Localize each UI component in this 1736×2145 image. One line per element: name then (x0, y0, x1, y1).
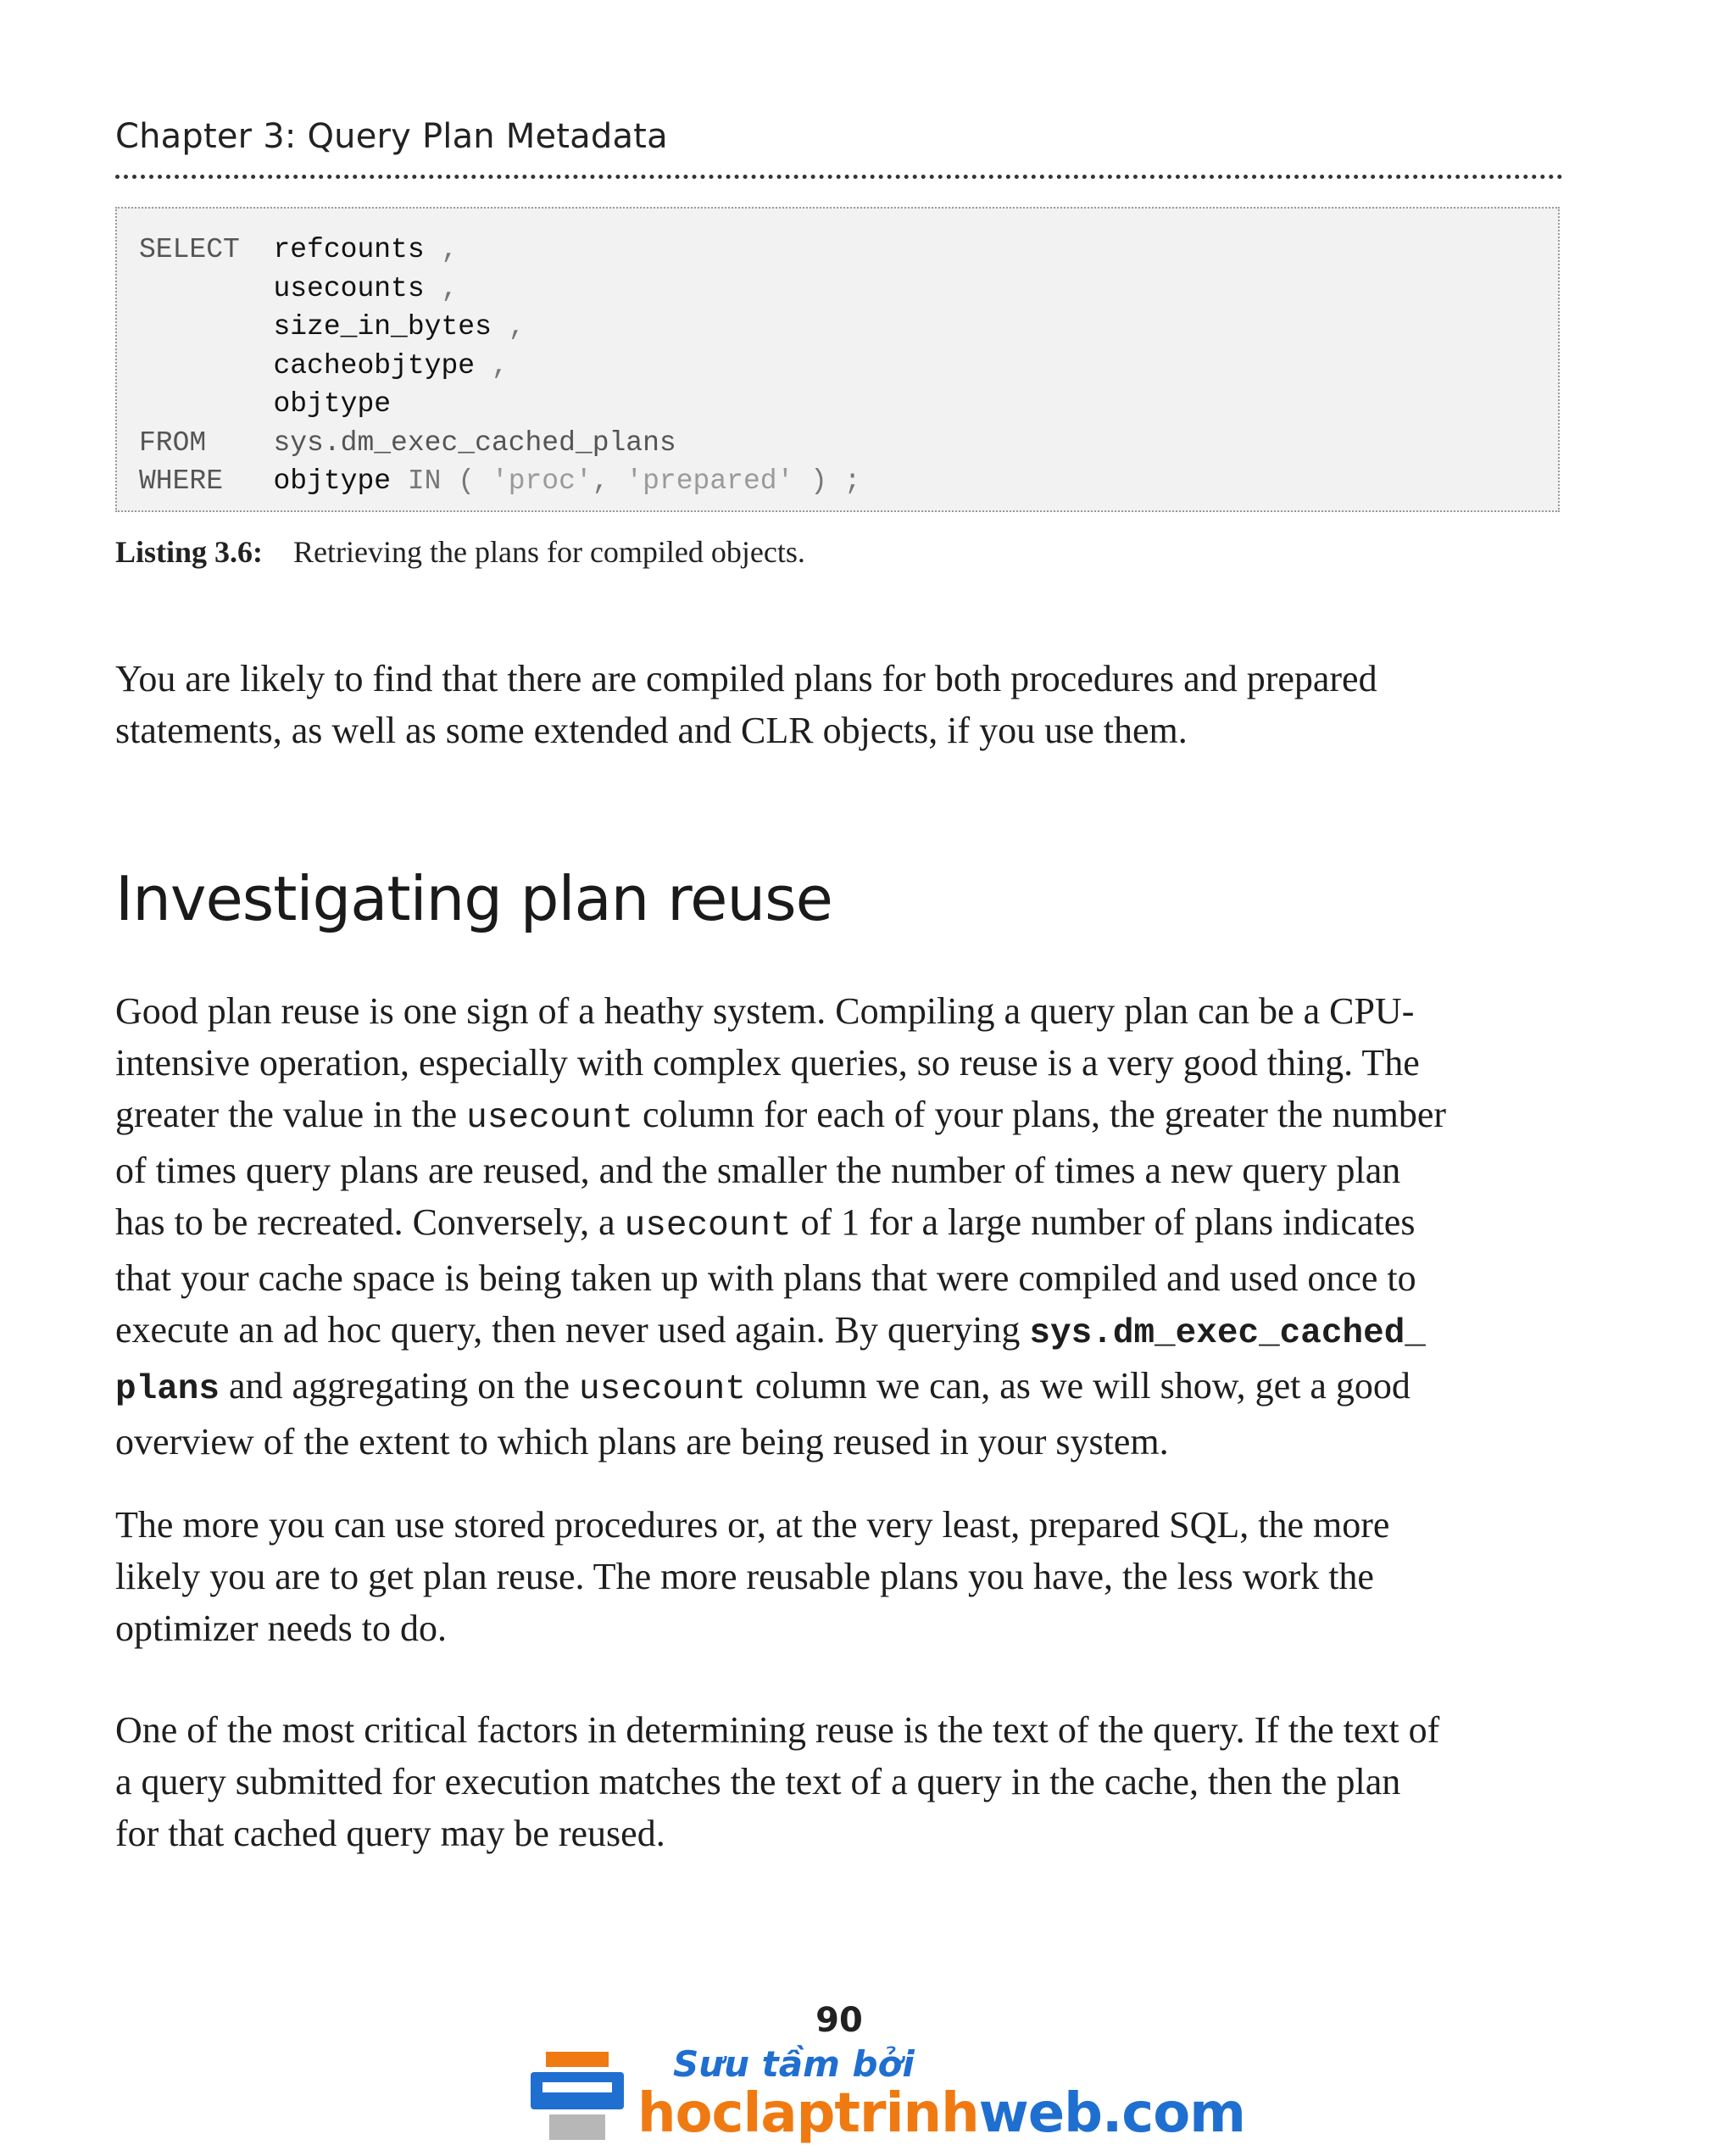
watermark-site-name (637, 2082, 1245, 2145)
watermark-logo (531, 2043, 1245, 2145)
code-token: IN ( (391, 465, 492, 497)
text-run: column we can, as we will show, get a good (745, 1365, 1410, 1407)
paragraph-line (115, 1037, 1573, 1089)
text-run: that your cache space is being taken up with plans that were compiled and used once to (115, 1257, 1416, 1299)
code-token: objtype (273, 388, 392, 420)
paragraph-line (115, 1304, 1573, 1360)
paragraph-plan-reuse (115, 985, 1573, 1468)
paragraph-line (115, 1551, 1573, 1602)
code-token: FROM (139, 426, 274, 459)
listing-caption (115, 534, 805, 570)
code-token: size_in_bytes (273, 311, 492, 343)
paragraph-line (115, 985, 1573, 1037)
section-heading: Investigating plan reuse (115, 863, 832, 934)
inline-code: usecount (624, 1206, 792, 1245)
paragraph-line (115, 1808, 1573, 1859)
code-token (139, 273, 273, 304)
paragraph-line (115, 1416, 1573, 1468)
paragraph-line (115, 705, 1573, 756)
text-run: intensive operation, especially with complex queries, so reuse is a very good thing. The (115, 1042, 1420, 1084)
code-token: , (592, 465, 626, 497)
text-run: of 1 for a large number of plans indicates (791, 1201, 1416, 1243)
listing-caption-label: Listing 3.6: (115, 535, 264, 569)
paragraph-query-text (115, 1704, 1573, 1859)
code-token: WHERE (139, 465, 274, 497)
code-token: , (424, 234, 459, 265)
paragraph-line (115, 1704, 1573, 1756)
paragraph-stored-procedures (115, 1499, 1573, 1654)
text-run: optimizer needs to do. (115, 1607, 448, 1649)
paragraph-line (115, 1089, 1573, 1145)
watermark-site-part2: web.com (978, 2082, 1245, 2145)
text-run: execute an ad hoc query, then never used again. By querying (115, 1309, 1030, 1351)
code-token: , (475, 349, 509, 382)
code-token: refcounts (273, 234, 425, 265)
watermark-tagline: Sưu tầm bởi (673, 2043, 915, 2085)
inline-code: sys.dm_exec_cached_ (1029, 1314, 1426, 1353)
paragraph-line (115, 653, 1573, 705)
text-run: of times query plans are reused, and the smaller the number of times a new query plan (115, 1150, 1401, 1191)
inline-code: usecount (579, 1370, 746, 1409)
paragraph-line (115, 1196, 1573, 1252)
code-token: usecounts (273, 272, 425, 304)
code-token: cacheobjtype (273, 349, 476, 382)
text-run: greater the value in the (115, 1094, 467, 1135)
text-run: The more you can use stored procedures or, at the very least, prepared SQL, the more (115, 1504, 1390, 1546)
paragraph-compiled-plans (115, 653, 1573, 756)
paragraph-line (115, 1602, 1573, 1654)
printer-icon (531, 2052, 624, 2142)
paragraph-line (115, 1756, 1573, 1808)
text-run: overview of the extent to which plans are being reused in your system. (115, 1421, 1169, 1462)
code-token (139, 311, 273, 343)
text-run: One of the most critical factors in determining reuse is the text of the query. If the text of (115, 1709, 1440, 1751)
paragraph-line (115, 1252, 1573, 1304)
text-run: for that cached query may be reused. (115, 1813, 665, 1854)
listing-caption-text: Retrieving the plans for compiled objects. (293, 535, 805, 569)
text-run: statements, as well as some extended and CLR objects, if you use them. (115, 710, 1188, 751)
code-token: , (491, 311, 526, 343)
code-token: 'prepared' (626, 465, 794, 497)
code-token: ) ; (793, 465, 861, 497)
page-number: 90 (815, 2001, 863, 2040)
paragraph-line (115, 1499, 1573, 1551)
inline-code: usecount (466, 1099, 633, 1138)
paragraph-line (115, 1360, 1573, 1416)
paragraph-line (115, 1145, 1573, 1196)
text-run: likely you are to get plan reuse. The more reusable plans you have, the less work the (115, 1556, 1374, 1597)
code-listing-box (115, 207, 1560, 512)
text-run: and aggregating on the (220, 1365, 580, 1407)
text-run: has to be recreated. Conversely, a (115, 1201, 625, 1243)
code-token: sys.dm_exec_cached_plans (273, 426, 676, 459)
text-run: You are likely to find that there are compiled plans for both procedures and prepared (115, 658, 1377, 699)
code-token: objtype (273, 465, 392, 497)
code-token (139, 350, 273, 382)
header-divider (115, 175, 1563, 179)
watermark-site-part1: hoclaptrinh (637, 2082, 979, 2145)
running-header: Chapter 3: Query Plan Metadata (115, 117, 668, 156)
code-listing (139, 231, 861, 501)
text-run: a query submitted for execution matches the text of a query in the cache, then the plan (115, 1761, 1401, 1802)
code-token: SELECT (139, 234, 274, 265)
code-token: , (424, 272, 459, 304)
code-token (139, 388, 273, 420)
inline-code: plans (115, 1370, 220, 1409)
code-token: 'proc' (491, 465, 593, 497)
text-run: Good plan reuse is one sign of a heathy system. Compiling a query plan can be a CPU- (115, 990, 1415, 1032)
text-run: column for each of your plans, the greater the number (632, 1094, 1447, 1135)
